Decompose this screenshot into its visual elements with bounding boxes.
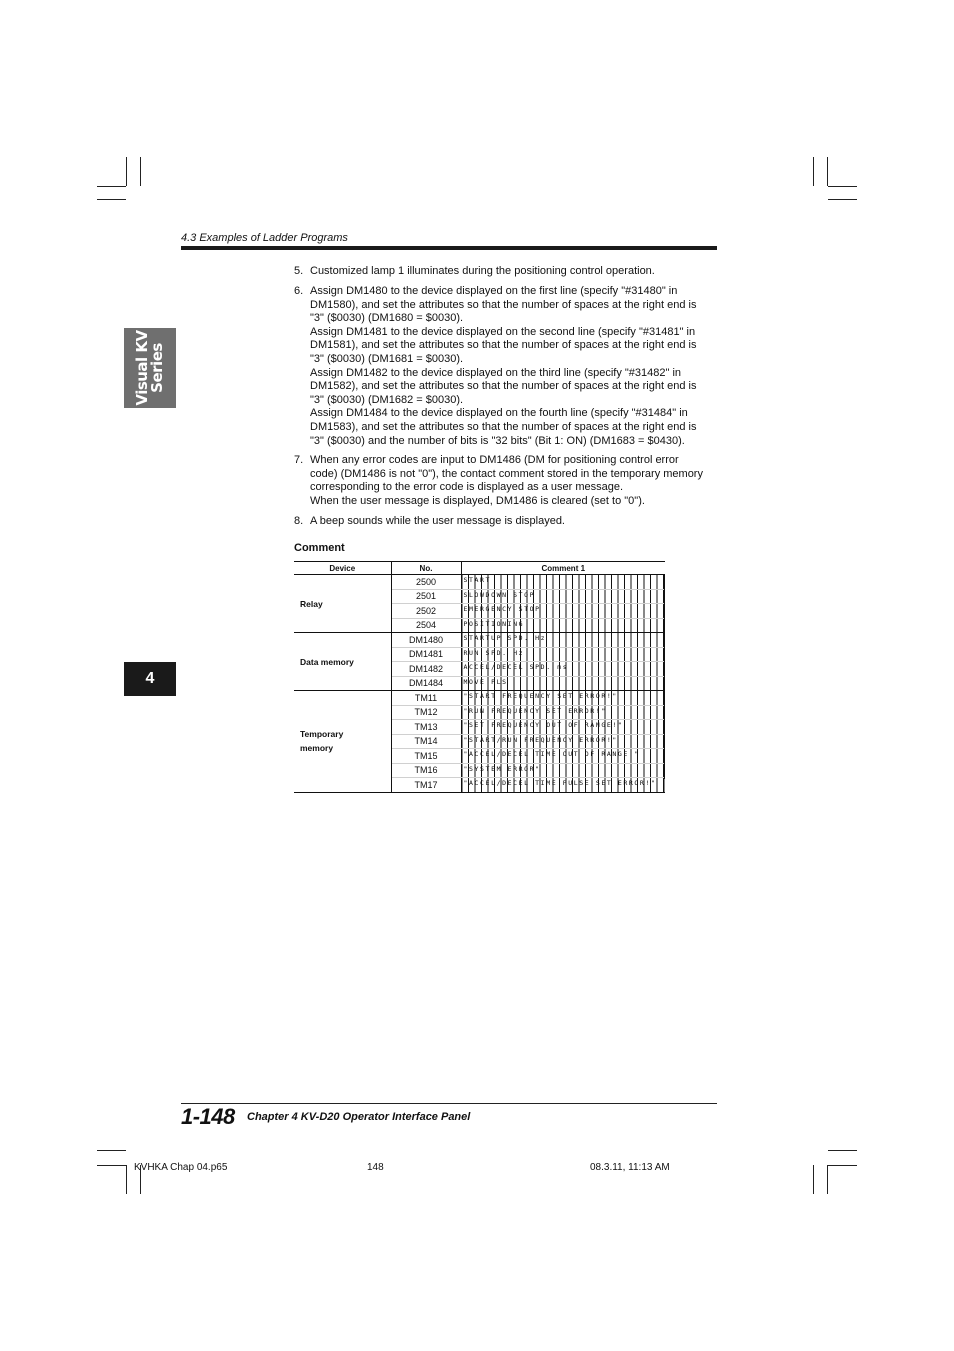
crop-mark <box>140 157 141 186</box>
item-text: A beep sounds while the user message is displayed. <box>310 515 565 527</box>
device-number: TM17 <box>391 778 461 793</box>
crop-mark <box>126 1165 127 1194</box>
comment-cell: START <box>461 575 665 590</box>
comment-cell: "START FREQUENCY SET ERROR!" <box>461 691 665 706</box>
item-number: 6. <box>294 285 304 297</box>
header-rule <box>181 246 717 250</box>
device-number: TM14 <box>391 734 461 749</box>
device-number: TM11 <box>391 691 461 706</box>
device-number: 2504 <box>391 618 461 633</box>
crop-mark <box>97 1165 126 1166</box>
comment-table <box>294 561 665 793</box>
crop-mark <box>813 157 814 186</box>
column-header-device: Device <box>294 562 391 575</box>
comment-cell: POSITIONING <box>461 618 665 633</box>
crop-mark <box>828 186 857 187</box>
comment-title: Comment <box>294 542 345 554</box>
device-number: 2502 <box>391 604 461 619</box>
comment-cell: "SET FREQUENCY OUT OF RANGE!" <box>461 720 665 735</box>
item-text: Customized lamp 1 illuminates during the positioning control operation. <box>310 265 655 277</box>
slug-timestamp: 08.3.11, 11:13 AM <box>590 1162 670 1173</box>
table-row <box>294 575 665 590</box>
crop-mark <box>97 199 126 200</box>
device-number: DM1481 <box>391 647 461 662</box>
page-number: 1-148 <box>181 1104 235 1129</box>
comment-cell: "RUN FREQUENCY SET ERROR!" <box>461 705 665 720</box>
comment-cell: STARTUP SPD. Hz <box>461 633 665 648</box>
chapter-title: Chapter 4 KV-D20 Operator Interface Panel <box>247 1111 471 1123</box>
device-number: DM1480 <box>391 633 461 648</box>
device-number: TM13 <box>391 720 461 735</box>
comment-cell: "SYSTEM ERROR" <box>461 763 665 778</box>
slug-page: 148 <box>367 1162 384 1173</box>
footer-rule <box>181 1103 717 1104</box>
crop-mark <box>828 1165 857 1166</box>
crop-mark <box>813 1165 814 1194</box>
table-row <box>294 633 665 648</box>
item-number: 8. <box>294 515 304 527</box>
comment-cell: "ACCEL/DECEL TIME PULSE SET ERROR!" <box>461 778 665 793</box>
device-number: 2501 <box>391 589 461 604</box>
column-header-no: No. <box>391 562 461 575</box>
comment-cell: RUN SPD. Hz <box>461 647 665 662</box>
section-heading: 4.3 Examples of Ladder Programs <box>181 232 348 244</box>
table-row <box>294 691 665 706</box>
item-number: 5. <box>294 265 304 277</box>
device-number: DM1482 <box>391 662 461 677</box>
device-number: DM1484 <box>391 676 461 691</box>
crop-mark <box>97 186 126 187</box>
comment-cell: ACCEL/DECEL SPD. ms <box>461 662 665 677</box>
comment-cell: "ACCEL/DECEL TIME OUT OF RANGE!" <box>461 749 665 764</box>
chapter-tab: 4 <box>124 662 176 696</box>
comment-cell: "START/RUN FREQUENCY ERROR!" <box>461 734 665 749</box>
crop-mark <box>126 157 127 186</box>
comment-cell: SLOWDOWN STOP <box>461 589 665 604</box>
item-text: When any error codes are input to DM1486 (DM for positioning control error code) (DM1486 is not "0"), the contact comment stored in the temporary memory corresponding to the error code is displayed as a user message. When the user message is displayed, DM1486 is cleared (set to "0"). <box>310 454 703 507</box>
column-header-comment: Comment 1 <box>461 562 665 575</box>
comment-cell: EMERGENCY STOP <box>461 604 665 619</box>
device-number: TM16 <box>391 763 461 778</box>
device-cell: Data memory <box>294 633 391 691</box>
comment-cell: MOVE PLS <box>461 676 665 691</box>
crop-mark <box>827 157 828 186</box>
device-number: TM12 <box>391 705 461 720</box>
side-tab <box>124 328 176 408</box>
device-number: TM15 <box>391 749 461 764</box>
side-tab-label: Visual KV Series <box>133 330 166 406</box>
crop-mark <box>97 1150 126 1151</box>
crop-mark <box>827 1165 828 1194</box>
table-right-border <box>664 574 665 779</box>
item-number: 7. <box>294 454 304 466</box>
slug-file: KVHKA Chap 04.p65 <box>134 1162 228 1173</box>
device-cell: Temporary memory <box>294 691 391 793</box>
crop-mark <box>828 1150 857 1151</box>
device-number: 2500 <box>391 575 461 590</box>
device-cell: Relay <box>294 575 391 633</box>
item-text: Assign DM1480 to the device displayed on the first line (specify "#31480" in DM1580), and set the attributes so that the number of spaces at the right end is "3" ($0030) (DM1680 = $0030). Assign DM1481 to the device displayed on the second line (specify "#31481" in DM1581), and set the attributes so that the number of spaces at the right end is "3" ($0030) (DM1681 = $0030). Assign DM1482 to the device displayed on the third line (specify "#31482" in DM1582), and set the attributes so that the number of spaces at the right end is "3" ($0030) (DM1682 = $0030). Assign DM1484 to the device displayed on the fourth line (specify "#31484" in DM1583), and set the attributes so that the number of spaces at the right end is "3" ($0030) and the number of bits is "32 bits" (Bit 1: ON) (DM1683 = $0430). <box>310 285 697 447</box>
crop-mark <box>828 199 857 200</box>
